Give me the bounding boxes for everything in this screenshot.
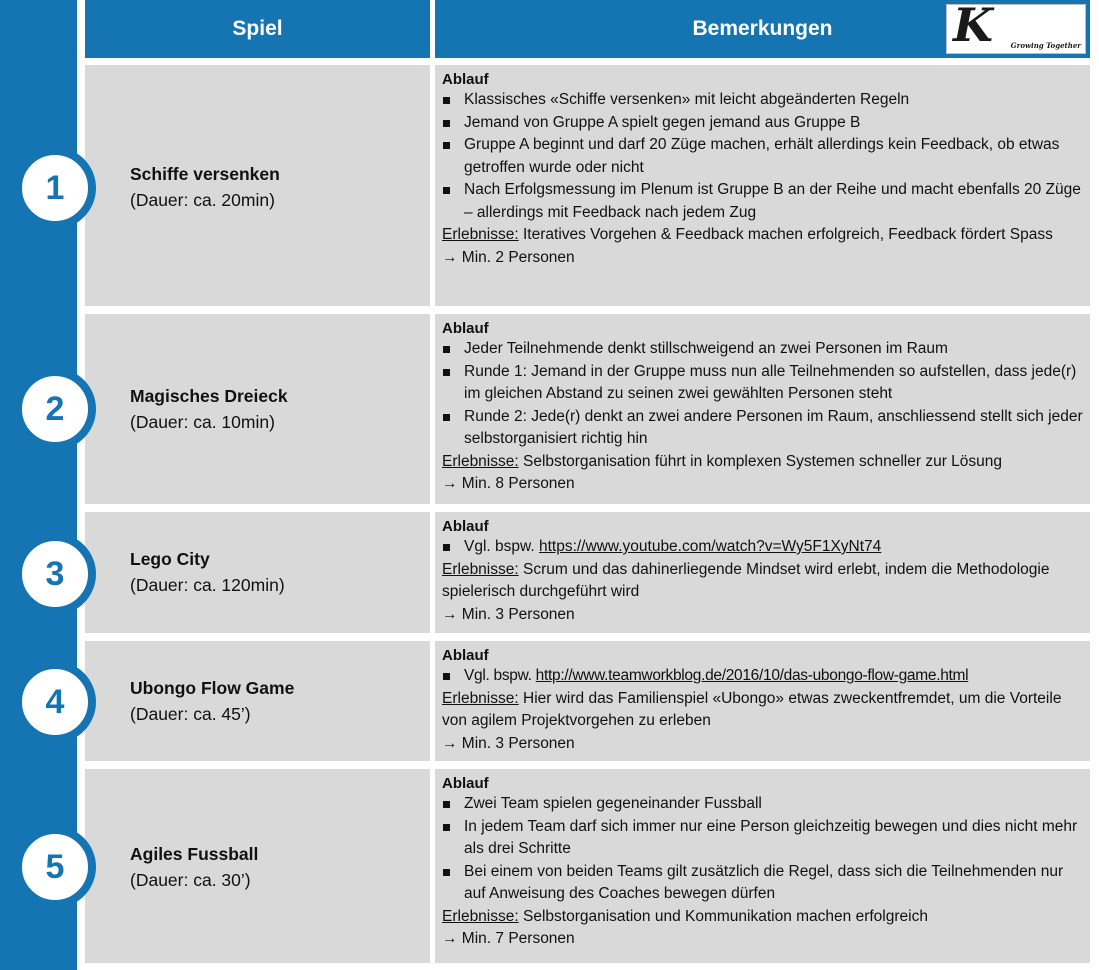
game-title: Agiles Fussball <box>130 844 259 864</box>
ablauf-heading: Ablauf <box>442 518 489 535</box>
erlebnisse-text: Selbstorganisation führt in komplexen Systemen schneller zur Lösung <box>518 452 1003 470</box>
logo-letter: K <box>953 0 993 52</box>
erlebnisse-text: Selbstorganisation und Kommunikation machen erfolgreich <box>518 907 928 925</box>
list-item: Runde 2: Jede(r) denkt an zwei andere Personen im Raum, anschliessend stellt sich jeder selbstorganisiert richtig hin <box>442 406 1086 451</box>
list-item: Jemand von Gruppe A spielt gegen jemand aus Gruppe B <box>442 112 1086 135</box>
bullet-list <box>442 338 1086 451</box>
erlebnisse-line <box>442 451 1086 474</box>
erlebnisse-line <box>442 559 1086 604</box>
ablauf-heading: Ablauf <box>442 775 489 792</box>
company-logo <box>946 0 1086 54</box>
list-item: Gruppe A beginnt und darf 20 Züge machen, erhält allerdings kein Feedback, ob etwas getroffen wurde oder nicht <box>442 134 1086 179</box>
erlebnisse-text: Scrum und das dahinerliegende Mindset wird erlebt, indem die Methodologie spielerisch durchgeführt wird <box>442 560 1050 600</box>
bullet-list <box>442 89 1086 224</box>
game-title: Lego City <box>130 549 210 569</box>
teamworkblog-link[interactable]: http://www.teamworkblog.de/2016/10/das-ubongo-flow-game.html <box>535 667 969 684</box>
game-title: Schiffe versenken <box>130 164 280 184</box>
erlebnisse-label: Erlebnisse: <box>442 907 519 925</box>
game-duration: (Dauer: ca. 45’) <box>130 704 251 724</box>
list-item: Bei einem von beiden Teams gilt zusätzlich die Regel, dass sich die Teilnehmenden nur auf Anweisung des Coaches bewegen dürfen <box>442 861 1086 906</box>
persons-line: → Min. 2 Personen <box>442 248 575 266</box>
persons-line: → Min. 3 Personen <box>442 605 575 623</box>
list-item: Nach Erfolgsmessung im Plenum ist Gruppe B an der Reihe und macht ebenfalls 20 Züge – allerdings mit Feedback nach jedem Zug <box>442 179 1086 224</box>
list-item: Runde 1: Jemand in der Gruppe muss nun alle Teilnehmenden so aufstellen, dass jede(r) im gleichen Abstand zu seinen zwei gewählten Personen steht <box>442 361 1086 406</box>
step-number-circle: 1 <box>14 147 96 229</box>
game-duration: (Dauer: ca. 30’) <box>130 870 251 890</box>
column-header-spiel: Spiel <box>85 0 430 58</box>
erlebnisse-line <box>442 224 1086 247</box>
game-cell-5 <box>85 769 430 963</box>
persons-line: → Min. 3 Personen <box>442 734 575 752</box>
game-duration: (Dauer: ca. 120min) <box>130 575 285 595</box>
remarks-cell-5 <box>435 769 1090 963</box>
game-duration: (Dauer: ca. 20min) <box>130 190 275 210</box>
list-item: Klassisches «Schiffe versenken» mit leicht abgeänderten Regeln <box>442 89 1086 112</box>
logo-tagline: Growing Together <box>1010 41 1081 50</box>
persons-line: → Min. 8 Personen <box>442 475 575 492</box>
erlebnisse-label: Erlebnisse: <box>442 452 519 470</box>
ablauf-heading: Ablauf <box>442 71 489 88</box>
step-number-circle: 3 <box>14 533 96 615</box>
list-item: Zwei Team spielen gegeneinander Fussball <box>442 793 1086 816</box>
ablauf-heading: Ablauf <box>442 320 489 337</box>
step-number-circle: 5 <box>14 826 96 908</box>
step-number-circle: 2 <box>14 368 96 450</box>
remarks-cell-2 <box>435 314 1090 504</box>
bullet-list <box>442 793 1086 906</box>
persons-line: → Min. 7 Personen <box>442 930 575 947</box>
left-accent-band <box>0 0 77 970</box>
list-item <box>442 665 1086 688</box>
column-header-bemerkungen: Bemerkungen <box>435 0 1090 58</box>
game-title: Ubongo Flow Game <box>130 678 295 698</box>
erlebnisse-line <box>442 906 1086 929</box>
erlebnisse-label: Erlebnisse: <box>442 689 519 707</box>
youtube-link[interactable]: https://www.youtube.com/watch?v=Wy5F1XyNt74 <box>538 538 882 555</box>
list-item: Jeder Teilnehmende denkt stillschweigend an zwei Personen im Raum <box>442 338 1086 361</box>
ablauf-heading: Ablauf <box>442 647 489 664</box>
game-cell-3 <box>85 512 430 633</box>
link-prefix: Vgl. bspw. <box>464 667 536 684</box>
erlebnisse-line <box>442 688 1086 733</box>
erlebnisse-label: Erlebnisse: <box>442 560 519 578</box>
erlebnisse-text: Iteratives Vorgehen & Feedback machen erfolgreich, Feedback fördert Spass <box>518 226 1053 243</box>
remarks-cell-3 <box>435 512 1090 633</box>
remarks-cell-1 <box>435 65 1090 306</box>
game-duration: (Dauer: ca. 10min) <box>130 412 275 432</box>
step-number-circle: 4 <box>14 661 96 743</box>
bullet-list <box>442 665 1086 688</box>
game-cell-1 <box>85 65 430 306</box>
remarks-cell-4 <box>435 641 1090 761</box>
erlebnisse-text: Hier wird das Familienspiel «Ubongo» etwas zweckentfremdet, um die Vorteile von agilem Projektvorgehen zu erleben <box>442 689 1062 729</box>
list-item <box>442 536 1086 559</box>
game-title: Magisches Dreieck <box>130 386 288 406</box>
erlebnisse-label: Erlebnisse: <box>442 226 519 243</box>
game-cell-4 <box>85 641 430 761</box>
game-cell-2 <box>85 314 430 504</box>
link-prefix: Vgl. bspw. <box>464 538 539 555</box>
bullet-list <box>442 536 1086 559</box>
list-item: In jedem Team darf sich immer nur eine Person gleichzeitig bewegen und dies nicht mehr als drei Schritte <box>442 816 1086 861</box>
